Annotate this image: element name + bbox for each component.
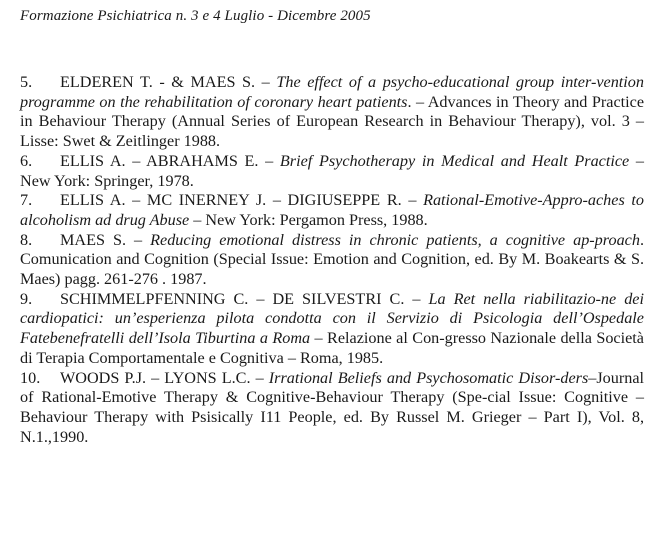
reference-authors: WOODS P.J. – LYONS L.C. – <box>60 368 269 387</box>
reference-source: –Journal of Rational-Emotive Therapy & Cognitive-Behaviour Therapy (Spe-cial Issue: Cognitive – Behaviour Therapy with Psisically I11 People, ed. By Russel M. Grieger – Part I), Vol. 8, N.1.,1990. <box>20 368 644 446</box>
reference-authors: ELDEREN T. - & MAES S. – <box>60 73 277 91</box>
reference-number: 9. <box>20 289 33 308</box>
reference-number: 10. <box>20 368 41 387</box>
reference-number: 5. <box>20 73 33 91</box>
reference-title: Reducing emotional distress in chronic patients, a cognitive ap-proach <box>150 230 640 249</box>
reference-item-10 <box>20 369 644 448</box>
reference-item-6 <box>20 152 644 191</box>
reference-source: – New York: Springer, 1978. <box>20 151 645 190</box>
reference-title: Brief Psychotherapy in Medical and Healt Practice <box>279 151 630 170</box>
reference-source: . Comunication and Cognition (Special Issue: Emotion and Cognition, ed. By M. Boakearts & S. Maes) pagg. 261-276 . 1987. <box>20 230 644 289</box>
reference-authors: SCHIMMELPFENNING C. – DE SILVESTRI C. – <box>60 289 429 308</box>
reference-authors: MAES S. – <box>60 230 151 249</box>
reference-title: Irrational Beliefs and Psychosomatic Disor-ders <box>268 368 589 387</box>
reference-authors: ELLIS A. – ABRAHAMS E. – <box>60 151 280 170</box>
reference-number: 6. <box>20 151 33 170</box>
reference-item-8 <box>20 231 644 290</box>
reference-source: . – Advances in Theory and Practice in Behaviour Therapy (Annual Series of European Research in Behaviour Therapy), vol. 3 – Lisse: Swet & Zeitlinger 1988. <box>20 92 644 151</box>
reference-title: Rational-Emotive-Appro-aches to alcoholism ad drug Abuse <box>20 191 645 229</box>
reference-item-5 <box>20 73 644 152</box>
reference-item-7 <box>20 191 644 230</box>
reference-list <box>20 73 644 447</box>
reference-item-9 <box>20 290 644 369</box>
reference-authors: ELLIS A. – MC INERNEY J. – DIGIUSEPPE R. – <box>60 191 424 210</box>
reference-title: La Ret nella riabilitazio-ne dei cardiopatici: un’esperienza pilota condotta con il Servizio di Psicologia dell’Ospedale Fatebenefratelli dell’Isola Tiburtina a Roma <box>20 289 644 348</box>
reference-number: 8. <box>20 230 33 249</box>
reference-title: The effect of a psycho-educational group inter-vention programme on the rehabilitation of coronary heart patients <box>20 73 644 111</box>
journal-header: Formazione Psichiatrica n. 3 e 4 Luglio - Dicembre 2005 <box>20 8 371 24</box>
reference-number: 7. <box>20 191 33 210</box>
reference-source: – New York: Pergamon Press, 1988. <box>189 210 428 229</box>
reference-source: – Relazione al Con-gresso Nazionale della Società di Terapia Comportamentale e Cognitiva – Roma, 1985. <box>20 329 644 367</box>
